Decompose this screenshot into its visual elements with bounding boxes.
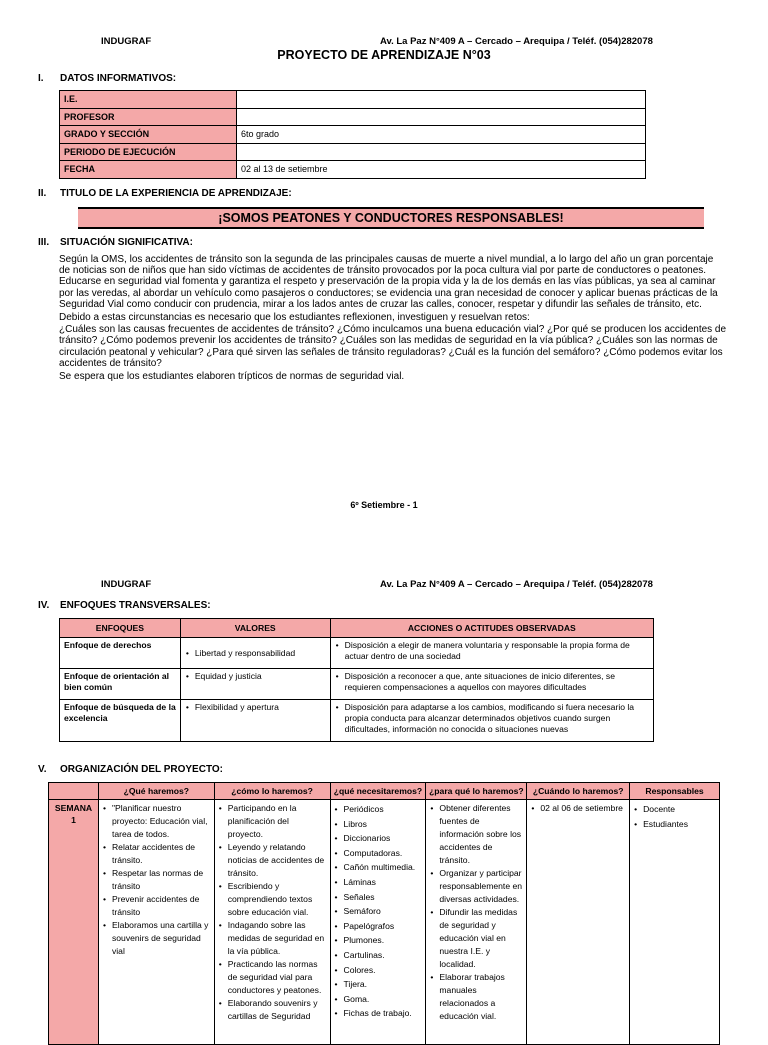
situation-paragraph: Según la OMS, los accidentes de tránsito son la segunda de las principales causas de muerte a nivel mundial, a lo largo del año un gran porcentaje de noticias son de niños que han sido víctimas de accidentes de tránsito provocados por la poca cultura vial por parte de conductores o peatones. Educarse en seguridad vial fomenta y garantiza el respeto y preservación de la propia vida y la de los demás en las vías públicas, ya sea al caminar por las veredas, al abordar un vehículo como pasajeros o conductores; se evidencia una gran necesidad de conocer y aplicar buenas prácticas de la Seguridad Vial como conducir con prudencia, mirar a los lados antes de cruzar las calles, conocer, respetar y difundir las señales de tránsito, etc. (59, 254, 718, 310)
list-item: • Difundir las medidas de seguridad y educación vial en nuestra I.E. y localidad. (439, 906, 523, 971)
list-item: • Señales (344, 890, 423, 905)
list-item: • Leyendo y relatando noticias de accidentes de tránsito. (228, 841, 327, 880)
list-item: • Cañón multimedia. (344, 860, 423, 875)
info-value: 6to grado (237, 126, 646, 144)
list-item: • Organizar y participar responsablemente en diversas actividades. (439, 867, 523, 906)
list-item: • Libertad y responsabilidad (195, 648, 326, 659)
column-header: Responsables (630, 783, 720, 800)
table-row (60, 700, 654, 742)
info-value (237, 108, 646, 126)
list-item: • Relatar accidentes de tránsito. (112, 841, 211, 867)
list-item: • Semáforo (344, 904, 423, 919)
para-que-cell (426, 800, 527, 1045)
list-item: • Papelógrafos (344, 919, 423, 934)
list-item: • Libros (344, 817, 423, 832)
list-item: • Elaborar trabajos manuales relacionados a educación vial. (439, 971, 523, 1023)
section-situacion (38, 237, 193, 248)
section-number: I. (38, 73, 44, 84)
section-organizacion (38, 764, 223, 775)
list-item: • 02 al 06 de setiembre (540, 802, 626, 815)
section-enfoques (38, 600, 211, 611)
section-datos-informativos (38, 73, 176, 84)
info-row (60, 161, 646, 179)
responsables-cell (630, 800, 720, 1045)
list-item: • Prevenir accidentes de tránsito (112, 893, 211, 919)
column-header: VALORES (180, 619, 330, 638)
section-label: DATOS INFORMATIVOS: (60, 73, 177, 84)
list-item: • Diccionarios (344, 831, 423, 846)
necesitaremos-cell (330, 800, 426, 1045)
info-label: FECHA (60, 161, 237, 179)
situation-text (59, 254, 727, 383)
list-item: • Fichas de trabajo. (344, 1006, 423, 1021)
section-label: ENFOQUES TRANSVERSALES: (60, 600, 211, 611)
valor-cell (180, 638, 330, 669)
organizacion-table (48, 782, 720, 1045)
list-item: • Plumones. (344, 933, 423, 948)
list-item: • Cartulinas. (344, 948, 423, 963)
organizacion-header-row (49, 783, 720, 800)
experience-title-banner: ¡SOMOS PEATONES Y CONDUCTORES RESPONSABLES! (78, 207, 704, 229)
section-number: II. (38, 188, 47, 199)
column-header: ACCIONES O ACTITUDES OBSERVADAS (330, 619, 653, 638)
como-cell (214, 800, 330, 1045)
info-value (237, 143, 646, 161)
page-title: PROYECTO DE APRENDIZAJE N°03 (277, 48, 491, 62)
list-item: • Flexibilidad y apertura (195, 702, 326, 713)
section-number: III. (38, 237, 50, 248)
enfoque-cell: Enfoque de derechos (60, 638, 181, 669)
info-row (60, 143, 646, 161)
section-label: TITULO DE LA EXPERIENCIA DE APRENDIZAJE: (60, 188, 292, 199)
enfoque-cell: Enfoque de orientación al bien común (60, 669, 181, 700)
list-item: • Tijera. (344, 977, 423, 992)
week-cell: SEMANA 1 (49, 800, 99, 1045)
list-item: • Goma. (344, 992, 423, 1007)
info-label: PERIODO DE EJECUCIÓN (60, 143, 237, 161)
list-item: • "Planificar nuestro proyecto: Educación vial, tarea de todos. (112, 802, 211, 841)
list-item: • Equidad y justicia (195, 671, 326, 682)
list-item: • Respetar las normas de tránsito (112, 867, 211, 893)
column-header (49, 783, 99, 800)
list-item: • Obtener diferentes fuentes de información sobre los accidentes de tránsito. (439, 802, 523, 867)
info-row (60, 126, 646, 144)
list-item: • Escribiendo y comprendiendo textos sobre educación vial. (228, 880, 327, 919)
column-header: ¿Qué haremos? (98, 783, 214, 800)
accion-cell (330, 638, 653, 669)
info-value: 02 al 13 de setiembre (237, 161, 646, 179)
list-item: • Participando en la planificación del proyecto. (228, 802, 327, 841)
column-header: ENFOQUES (60, 619, 181, 638)
section-label: SITUACIÓN SIGNIFICATIVA: (60, 237, 193, 248)
cuando-cell (527, 800, 630, 1045)
info-label: GRADO Y SECCIÓN (60, 126, 237, 144)
enfoques-table (59, 618, 654, 742)
list-item: • Disposición para adaptarse a los cambios, modificando si fuera necesario la propia conducta para alcanzar determinados objetivos cuando surgen dificultades, información no conocida o situaciones nuevas (345, 702, 649, 735)
list-item: • Indagando sobre las medidas de seguridad en la vía pública. (228, 919, 327, 958)
list-item: • Disposición a elegir de manera voluntaria y responsable la propia forma de actuar dentro de una sociedad (345, 640, 649, 662)
list-item: • Periódicos (344, 802, 423, 817)
situation-paragraph: ¿Cuáles son las causas frecuentes de accidentes de tránsito? ¿Cómo inculcamos una buena educación vial? ¿Por qué se producen los accidentes de tránsito? ¿Cómo podemos prevenir los accidentes de tránsito? ¿Cuáles son las medidas de seguridad en la vía pública? ¿Cuáles son las normas de circulación peatonal y vehicular? ¿Para qué sirven las señales de tránsito reguladoras? ¿Cuál es la función del semáforo? ¿Cómo podemos evitar los accidentes de tránsito? (59, 324, 727, 369)
info-row (60, 108, 646, 126)
column-header: ¿cómo lo haremos? (214, 783, 330, 800)
list-item: • Elaboramos una cartilla y souvenirs de seguridad vial (112, 919, 211, 958)
accion-cell (330, 669, 653, 700)
list-item: • Elaborando souvenirs y cartillas de Seguridad (228, 997, 327, 1023)
section-number: V. (38, 764, 47, 775)
table-row (49, 800, 720, 1045)
info-label: PROFESOR (60, 108, 237, 126)
column-header: ¿qué necesitaremos? (330, 783, 426, 800)
section-label: ORGANIZACIÓN DEL PROYECTO: (60, 764, 223, 775)
que-cell (98, 800, 214, 1045)
header-company: INDUGRAF (101, 36, 152, 47)
list-item: • Láminas (344, 875, 423, 890)
list-item: • Estudiantes (643, 817, 716, 832)
column-header: ¿para qué lo haremos? (426, 783, 527, 800)
info-row (60, 91, 646, 109)
list-item: • Colores. (344, 963, 423, 978)
list-item: • Practicando las normas de seguridad vial para conductores y peatones. (228, 958, 327, 997)
column-header: ¿Cuándo lo haremos? (527, 783, 630, 800)
info-table (59, 90, 646, 179)
section-number: IV. (38, 600, 50, 611)
accion-cell (330, 700, 653, 742)
info-label: I.E. (60, 91, 237, 109)
situation-paragraph: Debido a estas circunstancias es necesario que los estudiantes reflexionen, investiguen y resuelvan retos: (59, 311, 530, 323)
enfoques-header-row (60, 619, 654, 638)
header-address: Av. La Paz N°409 A – Cercado – Arequipa / Teléf. (054)282078 (380, 579, 653, 590)
situation-paragraph: Se espera que los estudiantes elaboren trípticos de normas de seguridad vial. (59, 370, 405, 382)
valor-cell (180, 669, 330, 700)
valor-cell (180, 700, 330, 742)
table-row (60, 638, 654, 669)
section-titulo (38, 188, 292, 199)
list-item: • Docente (643, 802, 716, 817)
page-footer: 6º Setiembre - 1 (350, 500, 418, 510)
info-value (237, 91, 646, 109)
list-item: • Disposición a reconocer a que, ante situaciones de inicio diferentes, se requieren compensaciones a aquellos con mayores dificultades (345, 671, 649, 693)
list-item: • Computadoras. (344, 846, 423, 861)
enfoque-cell: Enfoque de búsqueda de la excelencia (60, 700, 181, 742)
header-address: Av. La Paz N°409 A – Cercado – Arequipa / Teléf. (054)282078 (380, 36, 653, 47)
header-company: INDUGRAF (101, 579, 152, 590)
table-row (60, 669, 654, 700)
